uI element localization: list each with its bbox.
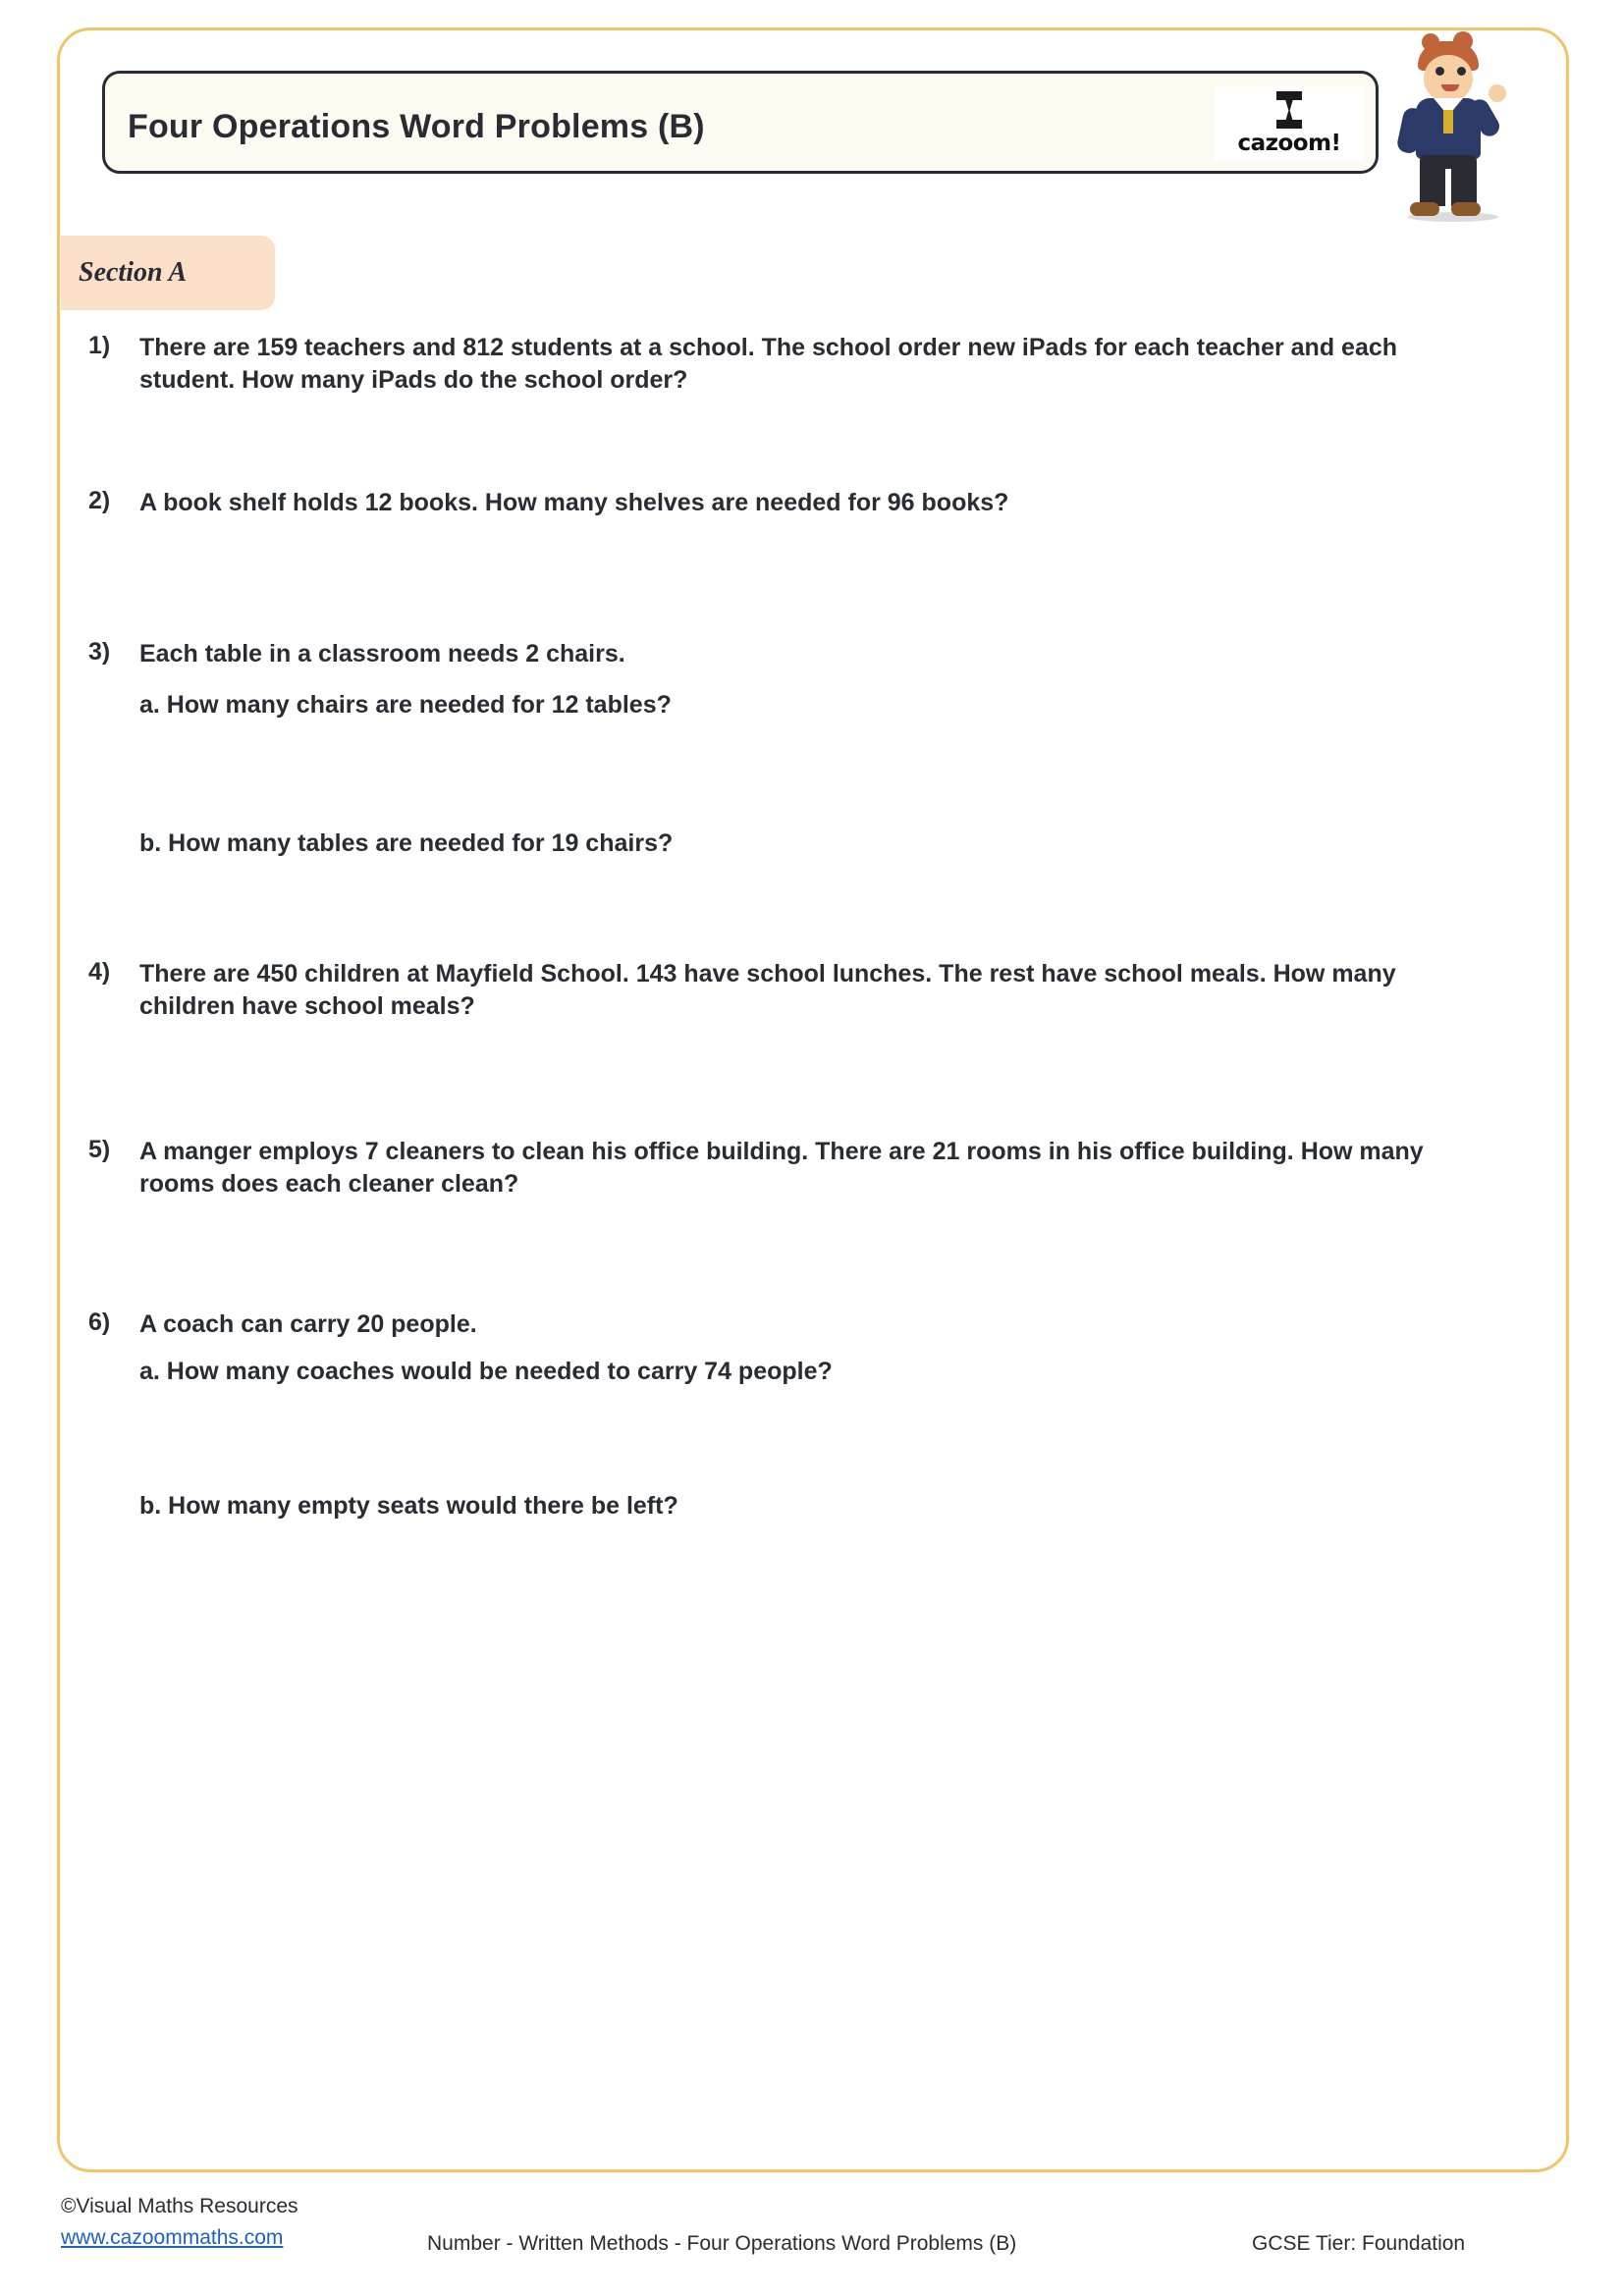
copyright-text: ©Visual Maths Resources	[61, 2195, 298, 2217]
question-item	[84, 1136, 1489, 1201]
hourglass-icon	[1276, 91, 1302, 129]
page-title: Four Operations Word Problems (B)	[128, 108, 705, 145]
question-item	[84, 487, 1489, 519]
cazoom-logo	[1215, 86, 1364, 161]
section-label-text: Section A	[79, 257, 188, 288]
question-number: 2)	[88, 487, 111, 514]
question-text: Each table in a classroom needs 2 chairs.	[139, 640, 625, 667]
question-part: b. How many empty seats would there be left?	[139, 1492, 678, 1520]
question-number: 5)	[88, 1136, 111, 1163]
question-part: a. How many coaches would be needed to carry 74 people?	[139, 1358, 833, 1385]
question-item	[84, 1308, 1489, 1341]
question-number: 4)	[88, 958, 111, 986]
footer-topic: Number - Written Methods - Four Operations Word Problems (B)	[427, 2232, 1017, 2255]
logo-wordmark: cazoom!	[1237, 131, 1341, 156]
section-label	[61, 236, 275, 310]
question-text: There are 159 teachers and 812 students at a school. The school order new iPads for each teacher and each student. How many iPads do the school order?	[139, 334, 1398, 394]
question-number: 1)	[88, 332, 111, 359]
question-number: 6)	[88, 1308, 111, 1336]
question-item	[84, 958, 1489, 1023]
question-text: A book shelf holds 12 books. How many shelves are needed for 96 books?	[139, 489, 1009, 516]
question-text: A coach can carry 20 people.	[139, 1310, 477, 1338]
page-footer	[0, 2195, 1624, 2289]
website-link[interactable]: www.cazoommaths.com	[61, 2226, 284, 2249]
question-list	[84, 332, 1489, 1522]
question-text: There are 450 children at Mayfield School. 143 have school lunches. The rest have school meals. How many children have school meals?	[139, 960, 1396, 1020]
question-number: 3)	[88, 638, 111, 666]
question-item	[84, 332, 1489, 397]
question-part: b. How many tables are needed for 19 chairs?	[139, 829, 674, 857]
mascot-illustration	[1382, 37, 1530, 224]
question-item	[84, 638, 1489, 670]
question-text: A manger employs 7 cleaners to clean his office building. There are 21 rooms in his office building. How many rooms does each cleaner clean?	[139, 1138, 1424, 1198]
footer-tier: GCSE Tier: Foundation	[1252, 2232, 1466, 2255]
question-part: a. How many chairs are needed for 12 tables?	[139, 691, 672, 719]
